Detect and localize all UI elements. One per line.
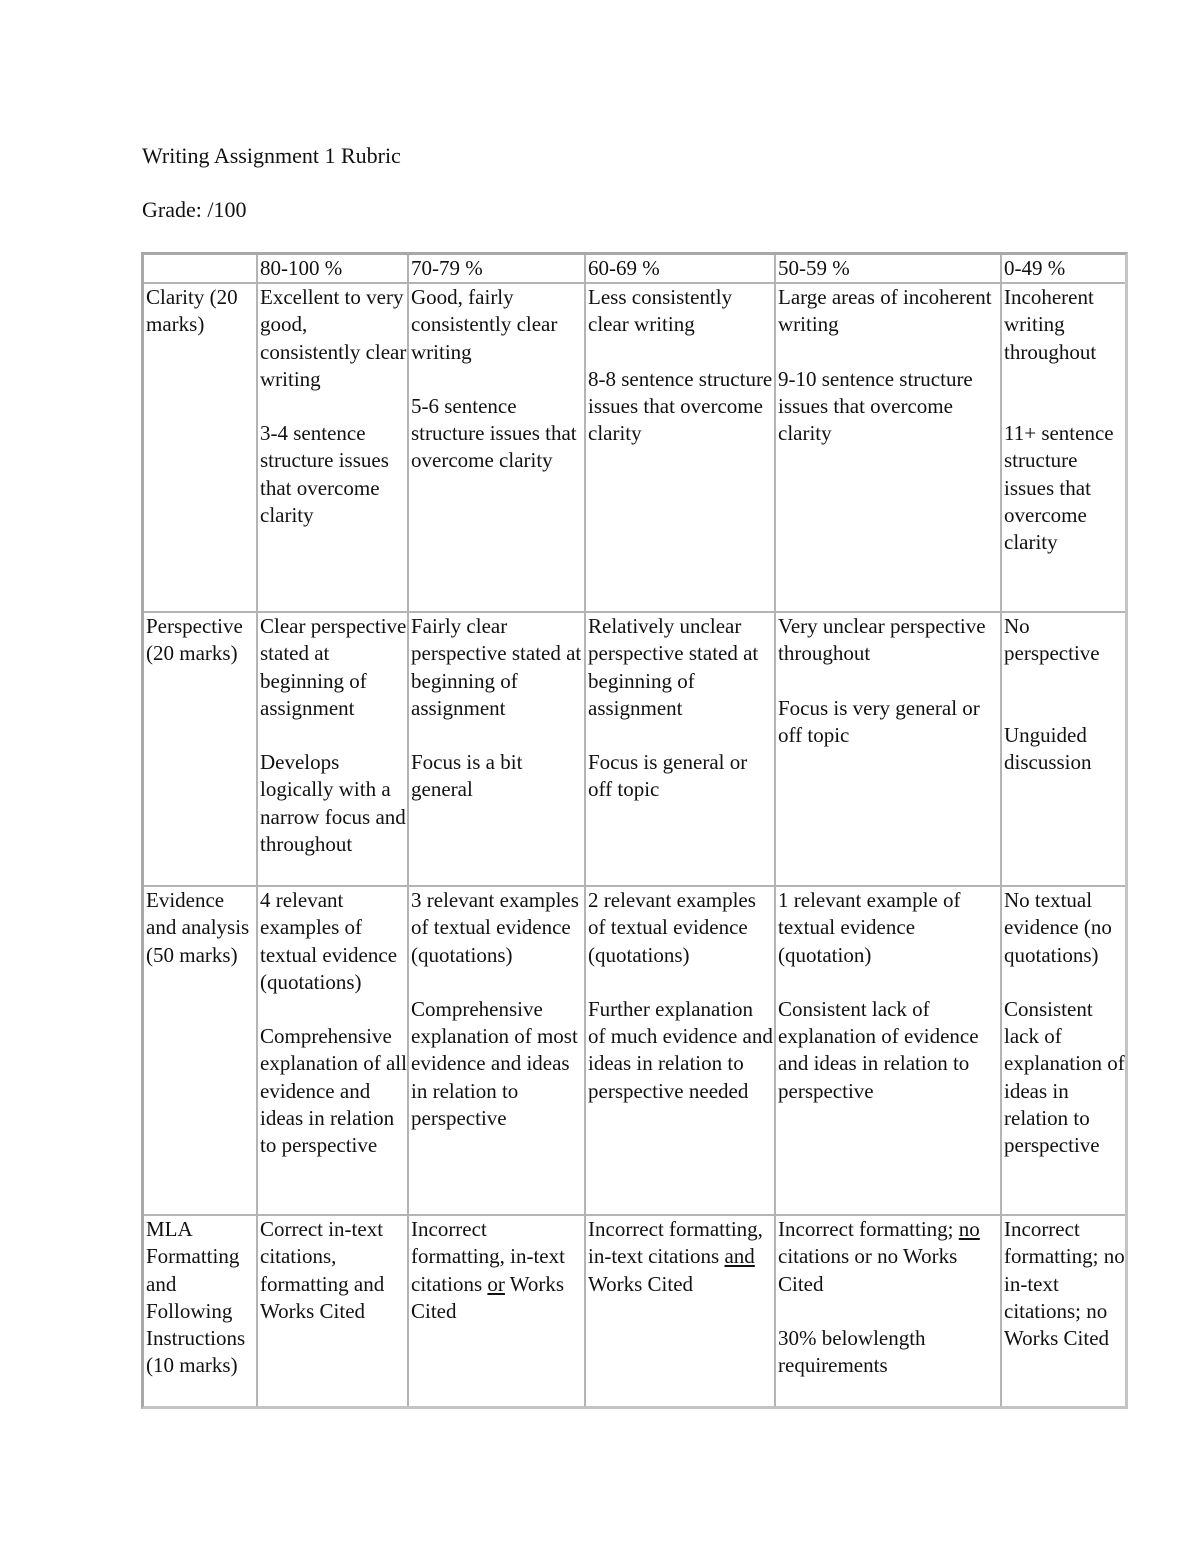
rubric-cell xyxy=(409,613,586,887)
rubric-cell xyxy=(258,1216,409,1406)
cell-text: 2 relevant examples of textual evidence (quotations) xyxy=(588,888,756,967)
rubric-cell xyxy=(1002,887,1125,1216)
cell-text: 4 relevant examples of textual evidence (quotations) xyxy=(260,888,398,994)
header-cell-50-59: 50-59 % xyxy=(776,255,1002,284)
table-header-row xyxy=(144,255,1125,284)
header-cell-80-100: 80-100 % xyxy=(258,255,409,284)
underlined-word: no xyxy=(958,1217,980,1242)
cell-text: Incorrect formatting, in-text citations and Works Cited xyxy=(588,1217,763,1296)
rubric-cell xyxy=(586,887,776,1216)
rubric-cell xyxy=(258,887,409,1216)
criterion-cell xyxy=(144,613,258,887)
cell-text: Focus is general or off topic xyxy=(588,750,748,802)
cell-text: 9-10 sentence structure issues that overcome clarity xyxy=(778,366,973,446)
cell-text: Relatively unclear perspective stated at beginning of assignment xyxy=(588,614,759,720)
cell-text: 3-4 sentence structure issues that overcome clarity xyxy=(260,421,389,527)
table-row-evidence xyxy=(144,887,1125,1216)
cell-text: Consistent lack of explanation of ideas in relation to perspective xyxy=(1004,997,1125,1158)
header-cell-criterion xyxy=(144,255,258,284)
cell-text: Fairly clear perspective stated at beginning of assignment xyxy=(411,614,582,720)
cell-text: Comprehensive explanation of most evidence and ideas in relation to perspective xyxy=(411,997,578,1130)
rubric-cell xyxy=(776,613,1002,887)
cell-text: Incorrect formatting; no citations or no Works Cited xyxy=(778,1217,980,1296)
cell-text: 8-8 sentence structure issues that overcome clarity xyxy=(588,366,773,446)
rubric-cell xyxy=(1002,284,1125,613)
cell-text: Correct in-text citations, formatting and Works Cited xyxy=(260,1217,385,1323)
rubric-cell xyxy=(586,1216,776,1406)
cell-text: Incorrect formatting, in-text citations or Works Cited xyxy=(411,1217,565,1323)
cell-text: Focus is a bit general xyxy=(411,750,523,802)
document-title: Writing Assignment 1 Rubric xyxy=(142,143,401,168)
cell-text: Good, fairly consistently clear writing xyxy=(411,285,558,364)
table-row-perspective xyxy=(144,613,1125,887)
cell-text: Comprehensive explanation of all evidence and ideas in relation to perspective xyxy=(260,1024,407,1158)
cell-text: Clear perspective stated at beginning of assignment xyxy=(260,614,407,720)
cell-text: No perspective xyxy=(1004,614,1100,666)
rubric-cell xyxy=(776,284,1002,613)
header-cell-0-49: 0-49 % xyxy=(1002,255,1125,284)
criterion-label: Clarity (20 marks) xyxy=(146,285,238,337)
rubric-table xyxy=(141,252,1128,1409)
criterion-cell xyxy=(144,284,258,613)
rubric-cell xyxy=(586,284,776,613)
rubric-cell xyxy=(258,613,409,887)
criterion-cell xyxy=(144,1216,258,1406)
rubric-cell xyxy=(258,284,409,613)
grade-line: Grade: /100 xyxy=(142,197,247,222)
rubric-cell xyxy=(1002,613,1125,887)
criterion-cell xyxy=(144,887,258,1216)
cell-text: 5-6 sentence structure issues that overcome clarity xyxy=(411,394,577,473)
header-cell-60-69: 60-69 % xyxy=(586,255,776,284)
rubric-cell xyxy=(776,1216,1002,1406)
cell-text: Further explanation of much evidence and ideas in relation to perspective needed xyxy=(588,997,773,1103)
cell-text: Less consistently clear writing xyxy=(588,285,733,337)
criterion-label: Evidence and analysis (50 marks) xyxy=(146,888,250,967)
rubric-cell xyxy=(409,1216,586,1406)
cell-text: Consistent lack of explanation of evidence and ideas in relation to perspective xyxy=(778,997,979,1103)
cell-text: Develops logically with a narrow focus and throughout xyxy=(260,750,406,856)
cell-text: 11+ sentence structure issues that overcome clarity xyxy=(1004,421,1114,555)
header-cell-70-79: 70-79 % xyxy=(409,255,586,284)
rubric-cell xyxy=(586,613,776,887)
table-row-mla xyxy=(144,1216,1125,1406)
table-row-clarity xyxy=(144,284,1125,613)
cell-text: Incorrect formatting; no in-text citations; no Works Cited xyxy=(1004,1217,1125,1351)
cell-text: Very unclear perspective throughout xyxy=(778,614,986,666)
criterion-label: MLA Formatting and Following Instructions (10 marks) xyxy=(146,1217,246,1378)
rubric-cell xyxy=(409,284,586,613)
cell-text: Incoherent writing throughout xyxy=(1004,285,1097,364)
cell-text: 1 relevant example of textual evidence (quotation) xyxy=(778,888,961,967)
cell-text: Excellent to very good, consistently clear writing xyxy=(260,285,407,391)
underlined-word: or xyxy=(487,1271,505,1296)
cell-text: No textual evidence (no quotations) xyxy=(1004,888,1112,967)
cell-text: 30% belowlength requirements xyxy=(778,1326,926,1378)
cell-text: Focus is very general or off topic xyxy=(778,695,980,747)
rubric-cell xyxy=(776,887,1002,1216)
cell-text: Unguided discussion xyxy=(1004,723,1092,775)
criterion-label: Perspective (20 marks) xyxy=(146,614,243,666)
cell-text: Large areas of incoherent writing xyxy=(778,285,992,337)
cell-text: 3 relevant examples of textual evidence (quotations) xyxy=(411,888,579,967)
underlined-word: and xyxy=(724,1244,755,1269)
rubric-cell xyxy=(1002,1216,1125,1406)
rubric-cell xyxy=(409,887,586,1216)
